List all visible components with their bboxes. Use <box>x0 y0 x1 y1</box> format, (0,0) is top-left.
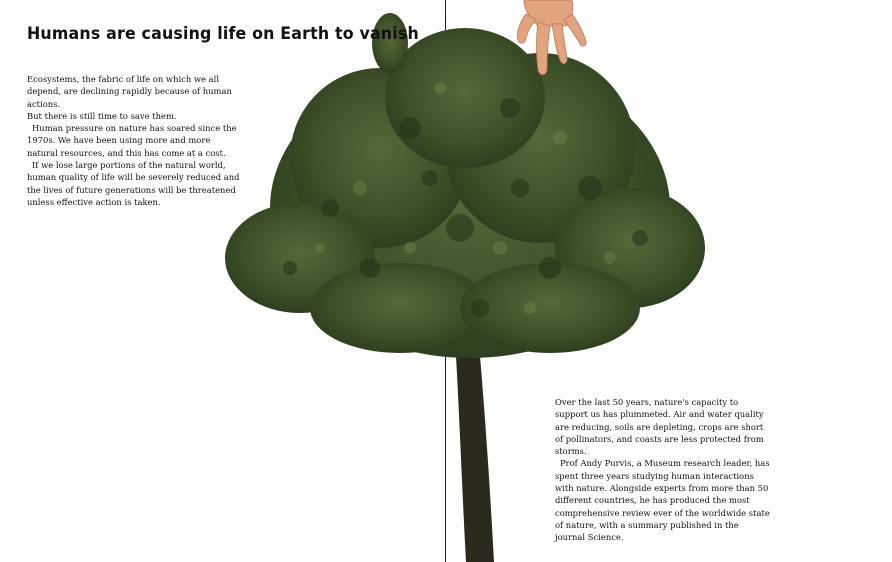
article-title: Humans are causing life on Earth to vanish <box>27 24 419 44</box>
hand-illustration <box>510 0 592 80</box>
right-body-column <box>555 396 770 544</box>
left-body-column <box>27 73 242 208</box>
paragraph: Ecosystems, the fabric of life on which we all depend, are declining rapidly because of human actions. <box>27 74 232 109</box>
paragraph: Over the last 50 years, nature's capacity to support us has plummeted. Air and water quality are reducing, soils are depleting, crops are short of pollinators, and coasts are less protected from storms. <box>555 397 764 457</box>
paragraph: If we lose large portions of the natural world, human quality of life will be severely reduced and the lives of future generations will be threatened unless effective action is taken. <box>27 160 240 207</box>
paragraph: Human pressure on nature has soared since the 1970s. We have been using more and more natural resources, and this has come at a cost. <box>27 123 237 158</box>
paragraph: Prof Andy Purvis, a Museum research leader, has spent three years studying human interactions with nature. Alongside experts from more than 50 different countries, he has produced the most comprehensive review ever of the worldwide state of nature, with a summary published in the journal Science. <box>555 458 770 543</box>
paragraph: But there is still time to save them. <box>27 110 177 121</box>
